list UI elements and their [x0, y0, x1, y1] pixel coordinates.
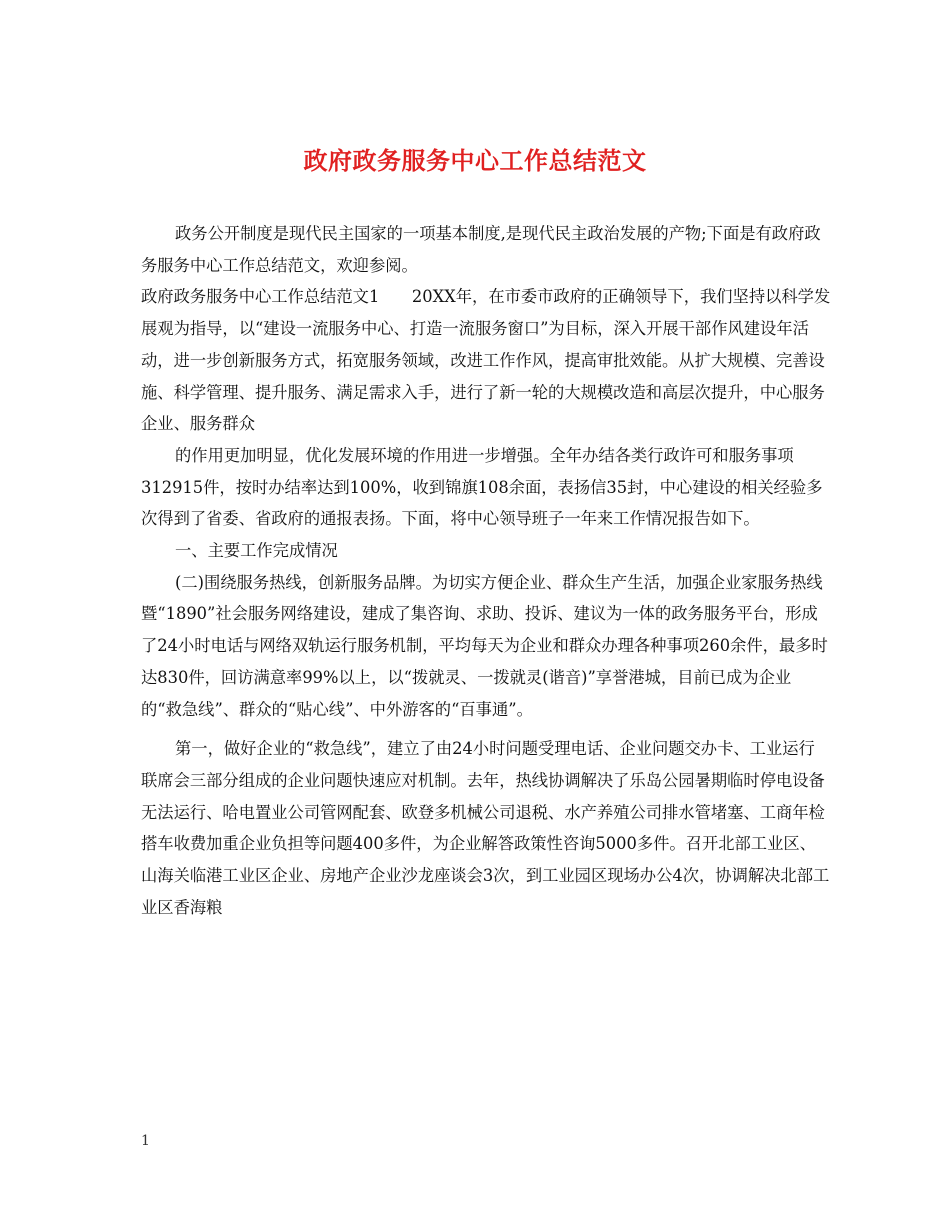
- paragraph-first-point: 第一，做好企业的“救急线”，建立了由24小时问题受理电话、企业问题交办卡、工业运行联席会三部分组成的企业问题快速应对机制。去年，热线协调解决了乐岛公园暑期临时停电设备无法运行、哈电置业公司管网配套、欧登多机械公司退税、水产养殖公司排水管堵塞、工商年检搭车收费加重企业负担等问题400多件，为企业解答政策性咨询5000多件。召开北部工业区、山海关临港工业区企业、房地产企业沙龙座谈会3次，到工业园区现场办公4次，协调解决北部工业区香海粮: [141, 739, 830, 917]
- document-body: [141, 218, 831, 923]
- document-title: 政府政务服务中心工作总结范文: [303, 146, 647, 175]
- page-number: 1: [141, 1133, 150, 1149]
- section-heading: 一、主要工作完成情况: [175, 541, 338, 561]
- paragraph-intro: 政务公开制度是现代民主国家的一项基本制度,是现代民主政治发展的产物;下面是有政府政务服务中心工作总结范文，欢迎参阅。: [141, 224, 821, 275]
- paragraph-results: 的作用更加明显，优化发展环境的作用进一步增强。全年办结各类行政许可和服务事项312915件，按时办结率达到100%，收到锦旗108余面，表扬信35封，中心建设的相关经验多次得到了省委、省政府的通报表扬。下面，将中心领导班子一年来工作情况报告如下。: [141, 445, 823, 529]
- paragraph-hotline: (二)围绕服务热线，创新服务品牌。为切实方便企业、群众生产生活，加强企业家服务热线暨“1890”社会服务网络建设，建成了集咨询、求助、投诉、建议为一体的政务服务平台，形成了24小时电话与网络双轨运行服务机制，平均每天为企业和群众办理各种事项260余件，最多时达830件，回访满意率99%以上，以“拨就灵、一拨就灵(谐音)”享誉港城，目前已成为企业的“救急线”、群众的“贴心线”、中外游客的“百事通”。: [141, 572, 828, 719]
- paragraph-section-1: 政府政务服务中心工作总结范文1 20XX年，在市委市政府的正确领导下，我们坚持以科学发展观为指导，以“建设一流服务中心、打造一流服务窗口”为目标，深入开展干部作风建设年活动，进一步创新服务方式，拓宽服务领域，改进工作作风，提高审批效能。从扩大规模、完善设施、科学管理、提升服务、满足需求入手，进行了新一轮的大规模改造和高层次提升，中心服务企业、服务群众: [141, 287, 831, 434]
